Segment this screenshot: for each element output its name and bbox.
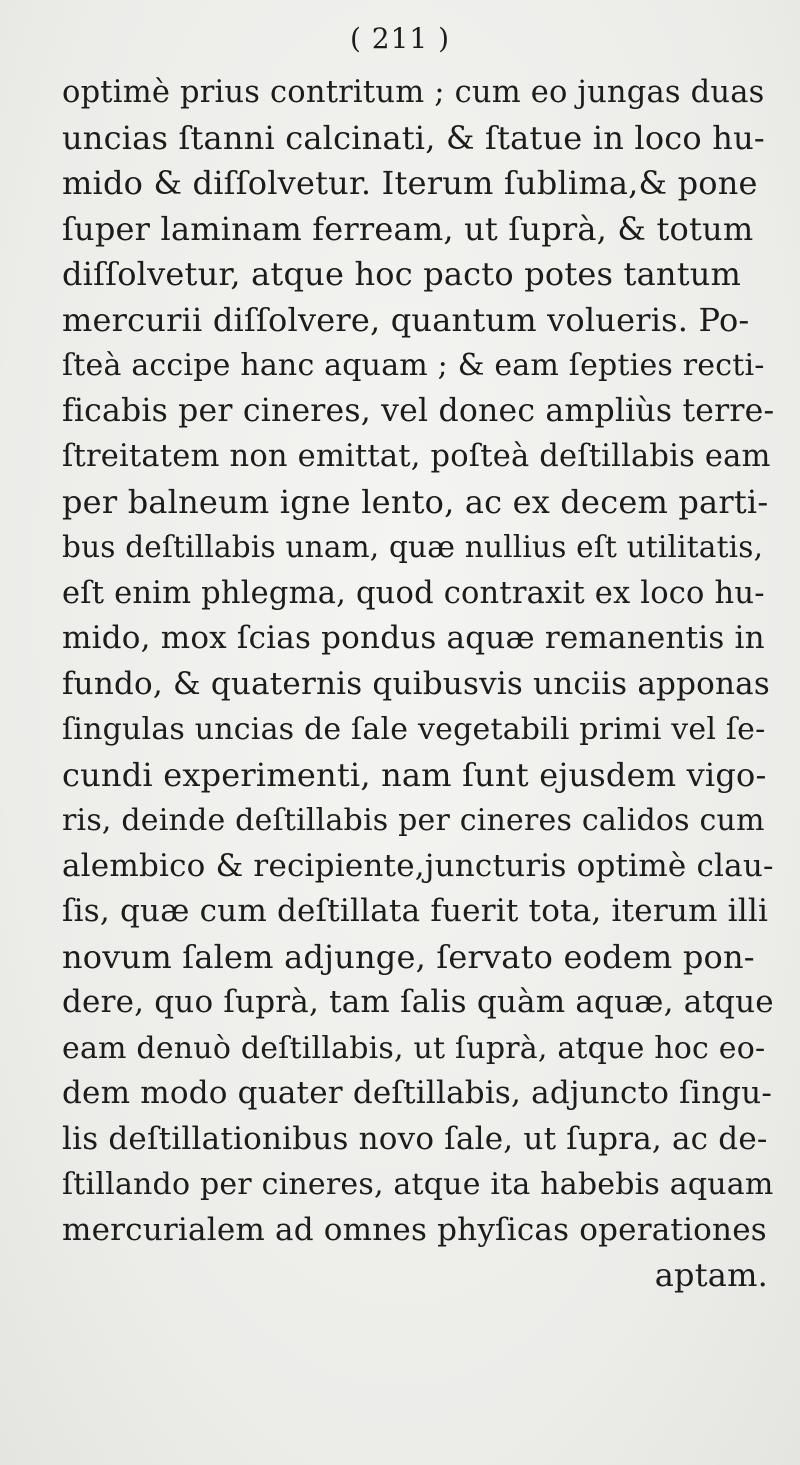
text-line: ſis, quæ cum deſtillata fuerit tota, iterum illi [62,893,769,929]
body-text [62,70,774,1299]
text-line: eam denuò deſtillabis, ut ſuprà, atque hoc eo- [62,1030,766,1066]
text-line: dem modo quater deſtillabis, adjuncto ſingu- [62,1075,772,1111]
text-line: diſſolvetur, atque hoc pacto potes tantum [62,255,742,293]
text-line: ſtreitatem non emittat, poſteà deſtillabis eam [62,439,771,474]
text-line: ris, deinde deſtillabis per cineres calidos cum [62,803,765,838]
text-line: bus deſtillabis unam, quæ nullius eſt utilitatis, [62,530,764,564]
text-line: mercurii diſſolvere, quantum volueris. Po- [62,300,750,339]
text-line: ſtillando per cineres, atque ita habebis aquam [62,1167,774,1202]
text-line: ſteà accipe hanc aquam ; & eam ſepties recti- [62,348,765,383]
text-line: fundo, & quaternis quibusvis unciis apponas [62,665,770,702]
text-line: mercurialem ad omnes phyſicas operationes [62,1211,767,1248]
catchword: aptam. [654,1256,768,1294]
text-line: ſingulas uncias de ſale vegetabili primi vel ſe- [62,712,766,747]
text-line: dere, quo ſuprà, tam ſalis quàm aquæ, atque [62,984,774,1020]
text-line: mido & diſſolvetur. Iterum ſublima,& pone [62,164,758,202]
text-line: uncias ſtanni calcinati, & ſtatue in loco hu- [62,118,765,157]
text-line: cundi experimenti, nam ſunt ejusdem vigo- [62,755,767,794]
page-number: ( 211 ) [349,22,451,55]
text-line: per balneum igne lento, ac ex decem parti- [62,482,769,521]
text-line: lis deſtillationibus novo ſale, ut ſupra, ac de- [62,1120,768,1157]
text-line: ſuper laminam ferream, ut ſuprà, & totum [62,209,754,248]
text-line: alembico & recipiente,juncturis optimè clau- [62,847,774,884]
text-line: mido, mox ſcias pondus aquæ remanentis in [62,620,765,656]
text-line: optimè prius contritum ; cum eo jungas duas [62,75,765,110]
text-line: novum ſalem adjunge, ſervato eodem pon- [62,937,755,976]
text-line: ficabis per cineres, vel donec ampliùs terre- [62,392,775,429]
text-line: eſt enim phlegma, quod contraxit ex loco hu- [62,575,765,611]
